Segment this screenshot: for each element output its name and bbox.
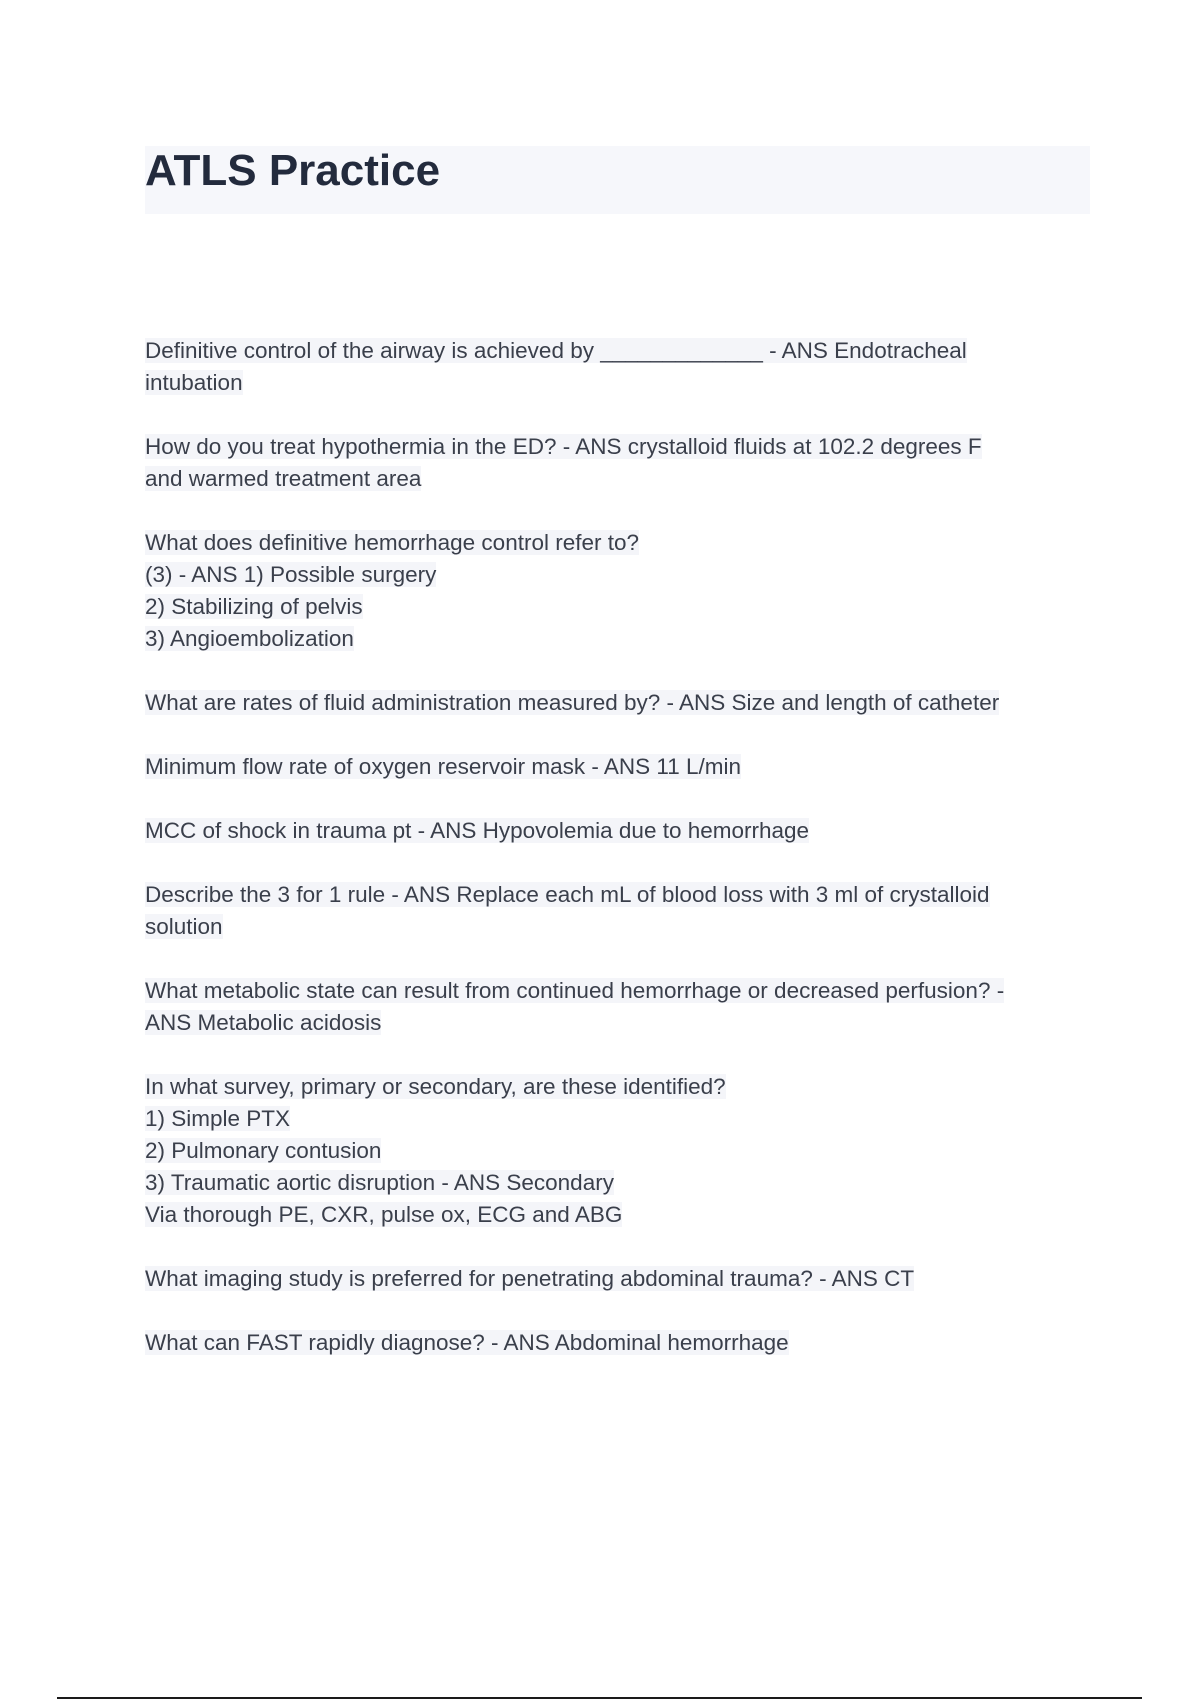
qa-line: 2) Pulmonary contusion [145, 1138, 382, 1163]
page-title: ATLS Practice [145, 146, 441, 195]
qa-line: and warmed treatment area [145, 466, 422, 491]
qa-line: How do you treat hypothermia in the ED? - ANS crystalloid fluids at 102.2 degrees F [145, 434, 982, 459]
qa-line: 2) Stabilizing of pelvis [145, 594, 363, 619]
qa-line: What does definitive hemorrhage control refer to? [145, 530, 640, 555]
qa-list [145, 335, 1090, 1391]
qa-line: intubation [145, 370, 243, 395]
qa-item-5 [145, 751, 1090, 783]
qa-line: What imaging study is preferred for penetrating abdominal trauma? - ANS CT [145, 1266, 915, 1291]
qa-item-9 [145, 1071, 1090, 1231]
qa-line: What metabolic state can result from continued hemorrhage or decreased perfusion? - [145, 978, 1005, 1003]
qa-item-2 [145, 431, 1090, 495]
qa-line: Describe the 3 for 1 rule - ANS Replace each mL of blood loss with 3 ml of crystalloid [145, 882, 990, 907]
qa-line: Via thorough PE, CXR, pulse ox, ECG and ABG [145, 1202, 623, 1227]
qa-item-10 [145, 1263, 1090, 1295]
footer-divider [57, 1697, 1142, 1699]
qa-line: In what survey, primary or secondary, are these identified? [145, 1074, 726, 1099]
qa-item-11 [145, 1327, 1090, 1359]
qa-line: What can FAST rapidly diagnose? - ANS Abdominal hemorrhage [145, 1330, 789, 1355]
qa-item-6 [145, 815, 1090, 847]
qa-item-7 [145, 879, 1090, 943]
qa-line: Definitive control of the airway is achieved by _____________ - ANS Endotracheal [145, 338, 967, 363]
qa-line: solution [145, 914, 223, 939]
qa-line: 1) Simple PTX [145, 1106, 291, 1131]
qa-line: 3) Angioembolization [145, 626, 354, 651]
qa-line: What are rates of fluid administration measured by? - ANS Size and length of catheter [145, 690, 1000, 715]
qa-item-4 [145, 687, 1090, 719]
qa-item-1 [145, 335, 1090, 399]
qa-item-3 [145, 527, 1090, 655]
qa-line: Minimum flow rate of oxygen reservoir mask - ANS 11 L/min [145, 754, 742, 779]
qa-line: MCC of shock in trauma pt - ANS Hypovolemia due to hemorrhage [145, 818, 810, 843]
qa-line: 3) Traumatic aortic disruption - ANS Secondary [145, 1170, 614, 1195]
qa-item-8 [145, 975, 1090, 1039]
qa-line: ANS Metabolic acidosis [145, 1010, 382, 1035]
qa-line: (3) - ANS 1) Possible surgery [145, 562, 437, 587]
